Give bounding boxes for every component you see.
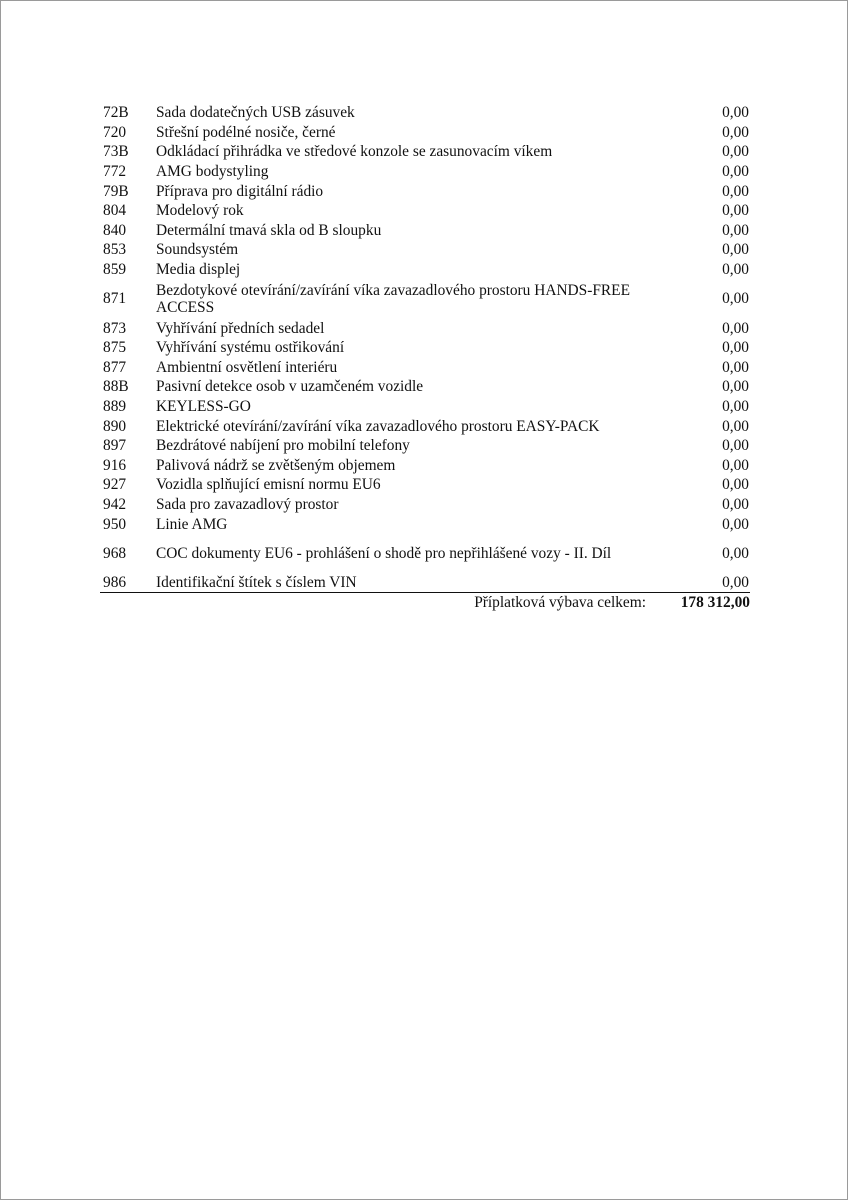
- table-row: [100, 318, 750, 338]
- option-code: 88B: [103, 378, 129, 396]
- option-code: 772: [103, 163, 127, 181]
- option-price: 0,00: [722, 544, 749, 562]
- total-label: Příplatková výbava celkem:: [474, 594, 646, 612]
- equipment-table-body: [100, 103, 750, 616]
- option-code: 950: [103, 515, 127, 533]
- option-name: Soundsystém: [156, 241, 239, 259]
- option-code: 986: [100, 573, 156, 593]
- option-code: 968: [103, 544, 127, 562]
- table-row: [100, 279, 750, 318]
- total-row: [100, 593, 750, 617]
- total-value: 178 312,00: [680, 594, 750, 612]
- option-price: 0,00: [722, 143, 749, 161]
- option-price: 0,00: [722, 104, 749, 122]
- table-row: [100, 181, 750, 201]
- option-price: 0,00: [722, 261, 749, 279]
- option-code: 889: [103, 398, 127, 416]
- option-name: Determální tmavá skla od B sloupku: [156, 221, 382, 239]
- option-name: Media displej: [156, 261, 241, 279]
- equipment-table: [100, 103, 750, 616]
- option-price: 0,00: [722, 241, 749, 259]
- option-name: Identifikační štítek s číslem VIN: [156, 573, 656, 593]
- table-row: [100, 201, 750, 221]
- option-price: 0,00: [722, 378, 749, 396]
- option-name: Sada dodatečných USB zásuvek: [156, 104, 355, 122]
- option-name: Vozidla splňující emisní normu EU6: [156, 476, 381, 494]
- option-price: 0,00: [722, 182, 749, 200]
- option-name: KEYLESS-GO: [156, 398, 251, 416]
- table-row: [100, 573, 750, 593]
- option-code: 871: [103, 290, 127, 308]
- table-row: [100, 123, 750, 143]
- table-row: [100, 456, 750, 476]
- option-name: COC dokumenty EU6 - prohlášení o shodě pro nepřihlášené vozy - II. Díl: [156, 544, 612, 562]
- option-code: 73B: [103, 143, 129, 161]
- table-row: [100, 358, 750, 378]
- option-name: Ambientní osvětlení interiéru: [156, 358, 338, 376]
- table-row: [100, 436, 750, 456]
- option-name: Elektrické otevírání/zavírání víka zavazadlového prostoru EASY-PACK: [156, 417, 600, 435]
- option-price: 0,00: [722, 221, 749, 239]
- option-code: 916: [103, 456, 127, 474]
- table-row: [100, 397, 750, 417]
- option-price: 0,00: [722, 515, 749, 533]
- option-price: 0,00: [722, 358, 749, 376]
- option-price: 0,00: [722, 456, 749, 474]
- option-price: 0,00: [722, 202, 749, 220]
- option-code: 859: [103, 261, 127, 279]
- table-row: [100, 142, 750, 162]
- option-price: 0,00: [722, 319, 749, 337]
- option-name: Bezdotykové otevírání/zavírání víka zavazadlového prostoru HANDS-FREE ACCESS: [156, 281, 630, 316]
- option-code: 875: [103, 339, 127, 357]
- option-name: AMG bodystyling: [156, 163, 269, 181]
- option-code: 873: [103, 319, 127, 337]
- option-code: 79B: [103, 182, 129, 200]
- option-code: 72B: [103, 104, 129, 122]
- option-price: 0,00: [722, 495, 749, 513]
- option-code: 877: [103, 358, 127, 376]
- option-price: 0,00: [722, 398, 749, 416]
- table-row: [100, 495, 750, 515]
- option-price: 0,00: [722, 476, 749, 494]
- table-row: [100, 240, 750, 260]
- option-code: 942: [103, 495, 127, 513]
- table-row: [100, 514, 750, 534]
- table-row: [100, 416, 750, 436]
- table-row: [100, 221, 750, 241]
- table-row: [100, 475, 750, 495]
- option-price: 0,00: [722, 123, 749, 141]
- option-name: Střešní podélné nosiče, černé: [156, 123, 336, 141]
- option-name: Sada pro zavazadlový prostor: [156, 495, 339, 513]
- option-code: 853: [103, 241, 127, 259]
- table-row: [100, 377, 750, 397]
- option-price: 0,00: [722, 163, 749, 181]
- option-name: Vyhřívání předních sedadel: [156, 319, 325, 337]
- option-name: Linie AMG: [156, 515, 228, 533]
- option-name: Odkládací přihrádka ve středové konzole se zasunovacím víkem: [156, 143, 553, 161]
- table-row: [100, 534, 750, 573]
- option-code: 897: [103, 437, 127, 455]
- option-name: Modelový rok: [156, 202, 244, 220]
- option-code: 927: [103, 476, 127, 494]
- option-code: 890: [103, 417, 127, 435]
- option-code: 804: [103, 202, 127, 220]
- option-price: 0,00: [656, 573, 750, 593]
- option-name: Pasivní detekce osob v uzamčeném vozidle: [156, 378, 424, 396]
- option-price: 0,00: [722, 417, 749, 435]
- table-row: [100, 338, 750, 358]
- option-name: Příprava pro digitální rádio: [156, 182, 324, 200]
- option-code: 840: [103, 221, 127, 239]
- option-price: 0,00: [722, 339, 749, 357]
- table-row: [100, 103, 750, 123]
- option-name: Vyhřívání systému ostřikování: [156, 339, 345, 357]
- option-name: Bezdrátové nabíjení pro mobilní telefony: [156, 437, 410, 455]
- option-price: 0,00: [722, 437, 749, 455]
- table-row: [100, 260, 750, 280]
- option-code: 720: [103, 123, 127, 141]
- option-price: 0,00: [722, 290, 749, 308]
- option-name: Palivová nádrž se zvětšeným objemem: [156, 456, 396, 474]
- table-row: [100, 162, 750, 182]
